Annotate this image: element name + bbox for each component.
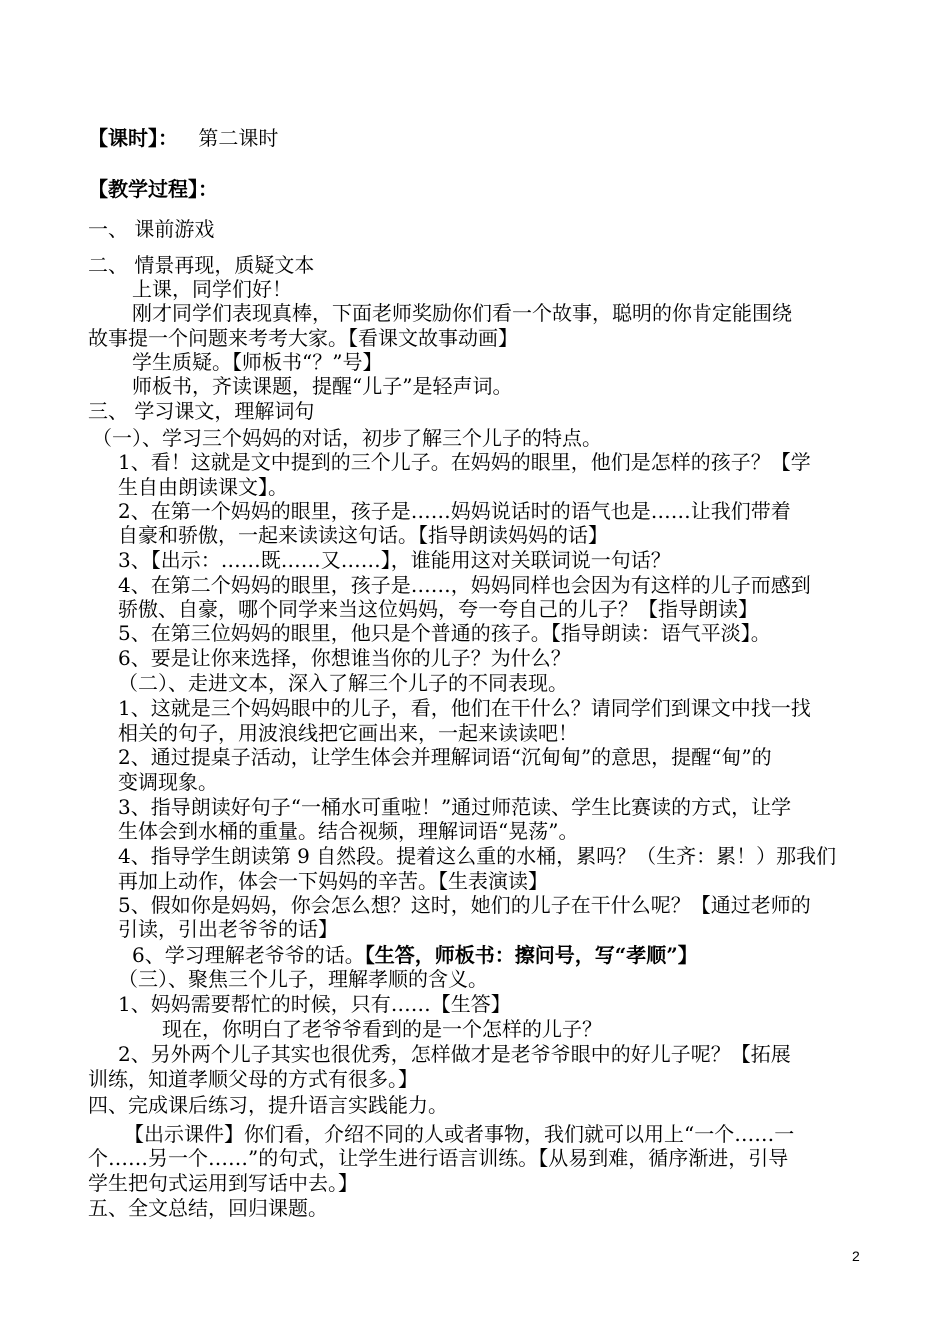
paragraph-line: 5、假如你是妈妈，你会怎么想？这时，她们的儿子在干什么呢？【通过老师的 [118, 893, 811, 917]
paragraph-line: 学生把句式运用到写话中去。】 [88, 1171, 358, 1195]
section-4-heading: 四、完成课后练习，提升语言实践能力。 [88, 1093, 448, 1117]
paragraph-line: 3、指导朗读好句子“一桶水可重啦！”通过师范读、学生比赛读的方式，让学 [118, 795, 792, 819]
paragraph-line: 骄傲、自豪，哪个同学来当这位妈妈，夸一夸自己的儿子？【指导朗读】 [118, 597, 758, 621]
paragraph-line: 6、要是让你来选择，你想谁当你的儿子？为什么？ [118, 646, 571, 670]
paragraph-line [132, 942, 865, 968]
paragraph-line: 生体会到水桶的重量。结合视频，理解词语“晃荡”。 [118, 819, 579, 843]
paragraph-line: 1、妈妈需要帮忙的时候，只有……【生答】 [118, 992, 511, 1016]
paragraph-line: 师板书，齐读课题，提醒“儿子”是轻声词。 [132, 374, 513, 398]
paragraph-line: 2、另外两个儿子其实也很优秀，怎样做才是老爷爷眼中的好儿子呢？【拓展 [118, 1042, 791, 1066]
paragraph-line: 刚才同学们表现真棒，下面老师奖励你们看一个故事，聪明的你肯定能围绕 [132, 301, 792, 325]
paragraph-line: 【出示课件】你们看，介绍不同的人或者事物，我们就可以用上“一个……一 [124, 1122, 795, 1146]
paragraph-line: 上课，同学们好！ [132, 277, 292, 301]
paragraph-line: 3、【出示：……既……又……】，谁能用这对关联词说一句话？ [118, 548, 671, 572]
paragraph-line: 1、看！这就是文中提到的三个儿子。在妈妈的眼里，他们是怎样的孩子？【学 [118, 450, 811, 474]
section-3-heading: 三、 学习课文，理解词句 [88, 399, 315, 423]
subsection-heading: （一）、学习三个妈妈的对话，初步了解三个儿子的特点。 [92, 426, 602, 450]
paragraph-line: 学生质疑。【师板书“？”号】 [132, 350, 383, 374]
paragraph-line: 相关的句子，用波浪线把它画出来，一起来读读吧！ [118, 721, 578, 745]
section-2-heading: 二、 情景再现，质疑文本 [88, 253, 315, 277]
paragraph-line: 5、在第三位妈妈的眼里，他只是个普通的孩子。【指导朗读：语气平淡】。 [118, 621, 771, 645]
text-run: 6、学习理解老爷爷的话。 [132, 943, 365, 967]
section-5-heading: 五、全文总结，回归课题。 [88, 1196, 328, 1220]
section-1-heading: 一、 课前游戏 [88, 217, 215, 241]
paragraph-line: 引读，引出老爷爷的话】 [118, 917, 338, 941]
page-number: 2 [852, 1248, 860, 1264]
paragraph-line: 训练，知道孝顺父母的方式有很多。】 [88, 1067, 418, 1091]
bold-annotation: 【生答，师板书：擦问号，写“孝顺”】 [364, 943, 698, 967]
subsection-heading: （二）、走进文本，深入了解三个儿子的不同表现。 [118, 671, 568, 695]
paragraph-line: 2、通过提桌子活动，让学生体会并理解词语“沉甸甸”的意思，提醒“甸”的 [118, 745, 772, 769]
paragraph-line: 2、在第一个妈妈的眼里，孩子是……妈妈说话时的语气也是……让我们带着 [118, 499, 791, 523]
paragraph-line: 个……另一个……”的句式，让学生进行语言训练。【从易到难，循序渐进，引导 [88, 1146, 789, 1170]
paragraph-line: 生自由朗读课文】。 [118, 475, 288, 499]
process-heading: 【教学过程】： [88, 177, 218, 201]
paragraph-line: 再加上动作，体会一下妈妈的辛苦。【生表演读】 [118, 869, 548, 893]
paragraph-line: 4、在第二个妈妈的眼里，孩子是……，妈妈同样也会因为有这样的儿子而感到 [118, 573, 811, 597]
paragraph-line: 变调现象。 [118, 770, 218, 794]
paragraph-line: 自豪和骄傲，一起来读读这句话。【指导朗读妈妈的话】 [118, 523, 608, 547]
keshi-heading [88, 125, 865, 151]
paragraph-line: 4、指导学生朗读第 9 自然段。提着这么重的水桶，累吗？（生齐：累！）那我们 [118, 844, 837, 868]
paragraph-line: 1、这就是三个妈妈眼中的儿子，看，他们在干什么？请同学们到课文中找一找 [118, 696, 811, 720]
keshi-label: 【课时】： [88, 126, 178, 150]
paragraph-line: 现在，你明白了老爷爷看到的是一个怎样的儿子？ [162, 1017, 602, 1041]
paragraph-line: 故事提一个问题来考考大家。【看课文故事动画】 [88, 326, 518, 350]
subsection-heading: （三）、聚焦三个儿子，理解孝顺的含义。 [118, 967, 488, 991]
keshi-value: 第二课时 [198, 126, 279, 150]
